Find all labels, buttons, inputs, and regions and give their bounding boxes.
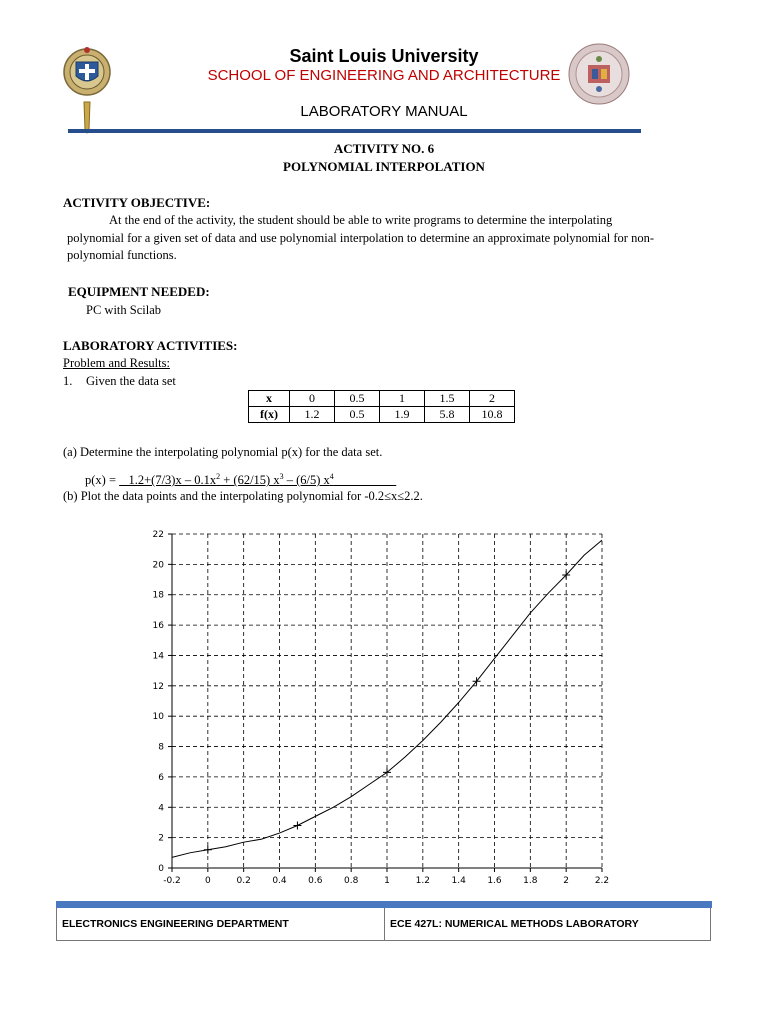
x-tick-label: -0.2 [163, 876, 181, 886]
y-tick-label: 18 [152, 590, 164, 601]
objective-text: At the end of the activity, the student should be able to write programs to determine the interpolating polynomial for a given set of data and use polynomial interpolation to determine an approximate polynomial for non-polynomial functions. [67, 213, 654, 262]
lab-activities-heading: LABORATORY ACTIVITIES: [63, 338, 238, 353]
poly-mid-2: – (6/5) x [283, 473, 330, 488]
y-tick-label: 12 [152, 681, 164, 692]
x-tick-label: 2 [563, 876, 570, 886]
table-cell: 0.5 [335, 407, 380, 423]
table-cell: 10.8 [470, 407, 515, 423]
data-table [248, 390, 515, 423]
school-name: SCHOOL OF ENGINEERING AND ARCHITECTURE [207, 67, 561, 84]
header-rule [68, 129, 641, 133]
part-a-text: (a) Determine the interpolating polynomial p(x) for the data set. [63, 445, 383, 459]
x-tick-label: 1.2 [415, 876, 430, 886]
table-row-fx [249, 407, 515, 423]
item-text: Given the data set [86, 374, 176, 388]
poly-exp-3: 3 [279, 472, 284, 481]
poly-lead: 1.2+(7/3)x – 0.1x [128, 473, 217, 488]
x-tick-label: 1.4 [451, 876, 466, 886]
y-tick-label: 8 [158, 742, 164, 753]
y-tick-label: 22 [152, 530, 164, 540]
manual-label: LABORATORY MANUAL [300, 103, 468, 120]
x-tick-label: 0.2 [236, 876, 251, 886]
activity-number: ACTIVITY NO. 6 [333, 141, 435, 156]
table-cell: 1.9 [380, 407, 425, 423]
school-seal-logo [568, 43, 630, 105]
table-cell: 0.5 [335, 391, 380, 407]
y-tick-label: 6 [158, 772, 164, 783]
table-cell: 5.8 [425, 407, 470, 423]
x-tick-label: 0.4 [272, 876, 287, 886]
table-cell: 1.5 [425, 391, 470, 407]
table-cell: 2 [470, 391, 515, 407]
equipment-text: PC with Scilab [86, 303, 162, 317]
x-tick-label: 1.6 [487, 876, 502, 886]
x-tick-label: 0 [204, 876, 211, 886]
problem-label: Problem and Results: [63, 356, 170, 370]
table-row-x [249, 391, 515, 407]
data-point-marker [204, 846, 212, 854]
y-tick-label: 10 [152, 712, 164, 723]
y-tick-label: 4 [158, 803, 164, 814]
x-tick-label: 1.8 [523, 876, 538, 886]
table-cell: 1.2 [290, 407, 335, 423]
y-tick-label: 14 [152, 651, 164, 662]
footer-department: ELECTRONICS ENGINEERING DEPARTMENT [62, 918, 289, 930]
equipment-heading: EQUIPMENT NEEDED: [68, 284, 210, 299]
poly-mid-1: + (62/15) x [220, 473, 280, 488]
footer-course: ECE 427L: NUMERICAL METHODS LABORATORY [390, 918, 639, 930]
interpolation-plot [130, 524, 620, 889]
y-tick-label: 0 [158, 864, 164, 874]
y-tick-label: 16 [152, 621, 164, 632]
footer-band [56, 901, 712, 908]
activity-title: POLYNOMIAL INTERPOLATION [283, 159, 485, 174]
data-point-marker [293, 821, 301, 829]
y-tick-label: 2 [158, 833, 164, 844]
polynomial-answer [85, 468, 396, 490]
footer-divider [384, 908, 385, 941]
poly-exp-2: 2 [216, 472, 221, 481]
poly-prefix: p(x) = [85, 473, 120, 488]
x-tick-label: 0.6 [308, 876, 323, 886]
table-cell: 0 [290, 391, 335, 407]
table-cell: 1 [380, 391, 425, 407]
x-tick-label: 1 [384, 876, 390, 886]
poly-expression [119, 473, 396, 487]
x-tick-label: 0.8 [344, 876, 359, 886]
university-name: Saint Louis University [289, 46, 479, 66]
objective-heading: ACTIVITY OBJECTIVE: [63, 195, 211, 210]
y-tick-label: 20 [152, 560, 164, 571]
item-number: 1. [63, 374, 73, 388]
poly-exp-4: 4 [329, 472, 334, 481]
x-tick-label: 2.2 [594, 876, 610, 886]
table-header-fx: f(x) [249, 407, 290, 423]
table-header-x: x [249, 391, 290, 407]
part-b-text: (b) Plot the data points and the interpolating polynomial for -0.2≤x≤2.2. [63, 489, 423, 503]
